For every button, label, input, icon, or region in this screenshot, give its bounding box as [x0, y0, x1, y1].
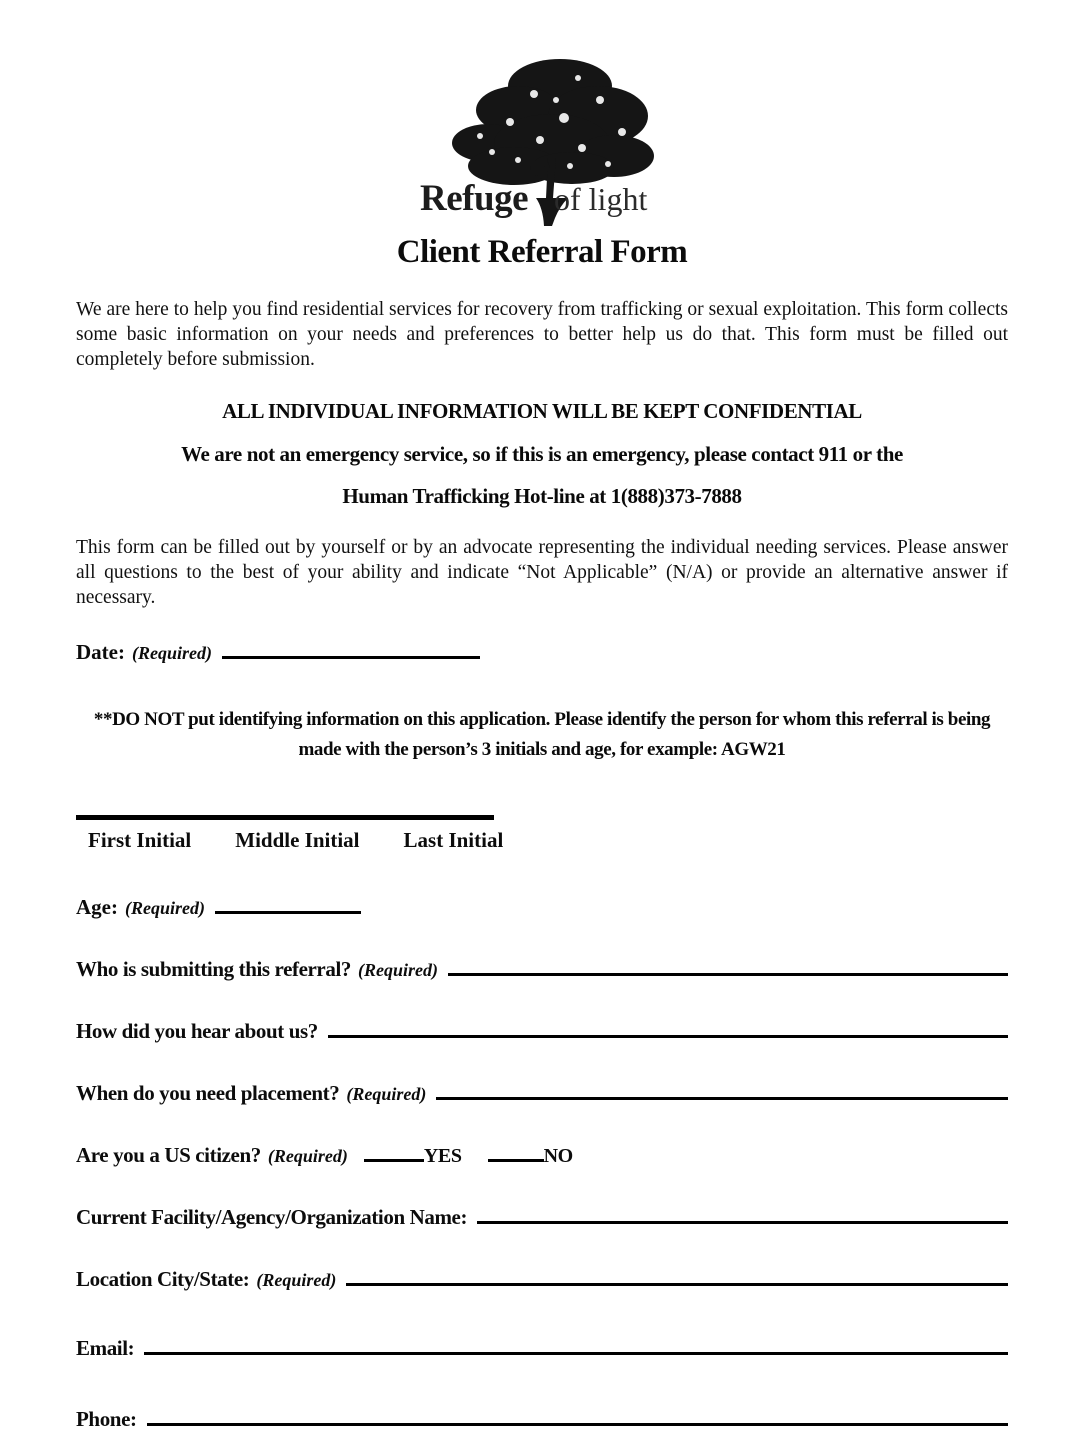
- location-required-tag: (Required): [256, 1270, 337, 1290]
- first-initial-header: First Initial: [88, 828, 192, 852]
- citizen-field-row: [76, 1143, 1008, 1168]
- emergency-notice-line1: We are not an emergency service, so if this is an emergency, please contact 911 or the: [181, 442, 903, 466]
- last-initial-header: Last Initial: [403, 828, 504, 852]
- initials-input-line[interactable]: [76, 815, 494, 820]
- placement-required-tag: (Required): [346, 1084, 427, 1104]
- email-field-row: [76, 1336, 1008, 1361]
- hear-about-label: How did you hear about us?: [76, 1019, 318, 1043]
- facility-field-row: [76, 1205, 1008, 1230]
- submitter-input-line[interactable]: [448, 970, 1008, 976]
- submitter-label: Who is submitting this referral?: [76, 957, 351, 981]
- refuge-of-light-logo: [372, 48, 712, 228]
- placement-input-line[interactable]: [436, 1094, 1008, 1100]
- initials-headers-row: [76, 828, 1008, 853]
- client-referral-form-page: [0, 48, 1088, 1456]
- facility-label: Current Facility/Agency/Organization Name:: [76, 1205, 468, 1229]
- citizen-yes-input-line[interactable]: [364, 1156, 424, 1162]
- citizen-no-input-line[interactable]: [488, 1156, 544, 1162]
- location-field-row: [76, 1267, 1008, 1292]
- confidentiality-notice: ALL INDIVIDUAL INFORMATION WILL BE KEPT CONFIDENTIAL: [222, 399, 862, 423]
- instructions-paragraph: This form can be filled out by yourself or by an advocate representing the individual needing services. Please answer all questions to the best of your ability and indicate “Not Applicable” (N/A) or provide an alternative answer if necessary.: [76, 537, 1008, 608]
- location-input-line[interactable]: [346, 1280, 1008, 1286]
- page-title: Client Referral Form: [396, 234, 688, 270]
- hear-about-field-row: [76, 1019, 1008, 1044]
- hear-about-input-line[interactable]: [328, 1032, 1008, 1038]
- citizen-required-tag: (Required): [267, 1146, 348, 1166]
- date-required-tag: (Required): [131, 643, 212, 663]
- submitter-required-tag: (Required): [357, 960, 438, 980]
- citizen-label: Are you a US citizen?: [76, 1143, 261, 1167]
- age-label: Age:: [76, 895, 118, 919]
- citizen-no-label: NO: [543, 1145, 573, 1167]
- intro-paragraph: We are here to help you find residential services for recovery from trafficking or sexual exploitation. This form collects some basic information on your needs and preferences to better help us do that. This form must be filled out completely before submission.: [76, 299, 1008, 370]
- facility-input-line[interactable]: [477, 1218, 1008, 1224]
- email-label: Email:: [76, 1336, 135, 1360]
- middle-initial-header: Middle Initial: [235, 828, 360, 852]
- phone-field-row: [76, 1407, 1008, 1432]
- location-label: Location City/State:: [76, 1267, 250, 1291]
- placement-field-row: [76, 1081, 1008, 1106]
- identity-note: [76, 705, 1008, 765]
- emergency-hotline-line: Human Trafficking Hot-line at 1(888)373-7888: [342, 484, 742, 508]
- identity-note-line1: **DO NOT put identifying information on this application. Please identify the person for whom this referral is being: [93, 709, 991, 730]
- date-field-row: [76, 640, 1008, 665]
- date-input-line[interactable]: [222, 653, 480, 659]
- age-input-line[interactable]: [215, 908, 361, 914]
- phone-input-line[interactable]: [147, 1420, 1008, 1426]
- identity-note-line2: made with the person’s 3 initials and age, for example: AGW21: [298, 739, 786, 760]
- phone-label: Phone:: [76, 1407, 137, 1431]
- brand-name-refuge: Refuge: [420, 178, 528, 219]
- age-required-tag: (Required): [124, 898, 205, 918]
- date-label: Date:: [76, 640, 125, 664]
- submitter-field-row: [76, 957, 1008, 982]
- citizen-yes-label: YES: [423, 1145, 462, 1167]
- brand-name-of-light: of light: [554, 181, 648, 217]
- placement-label: When do you need placement?: [76, 1081, 340, 1105]
- email-input-line[interactable]: [144, 1349, 1008, 1355]
- age-field-row: [76, 895, 1008, 920]
